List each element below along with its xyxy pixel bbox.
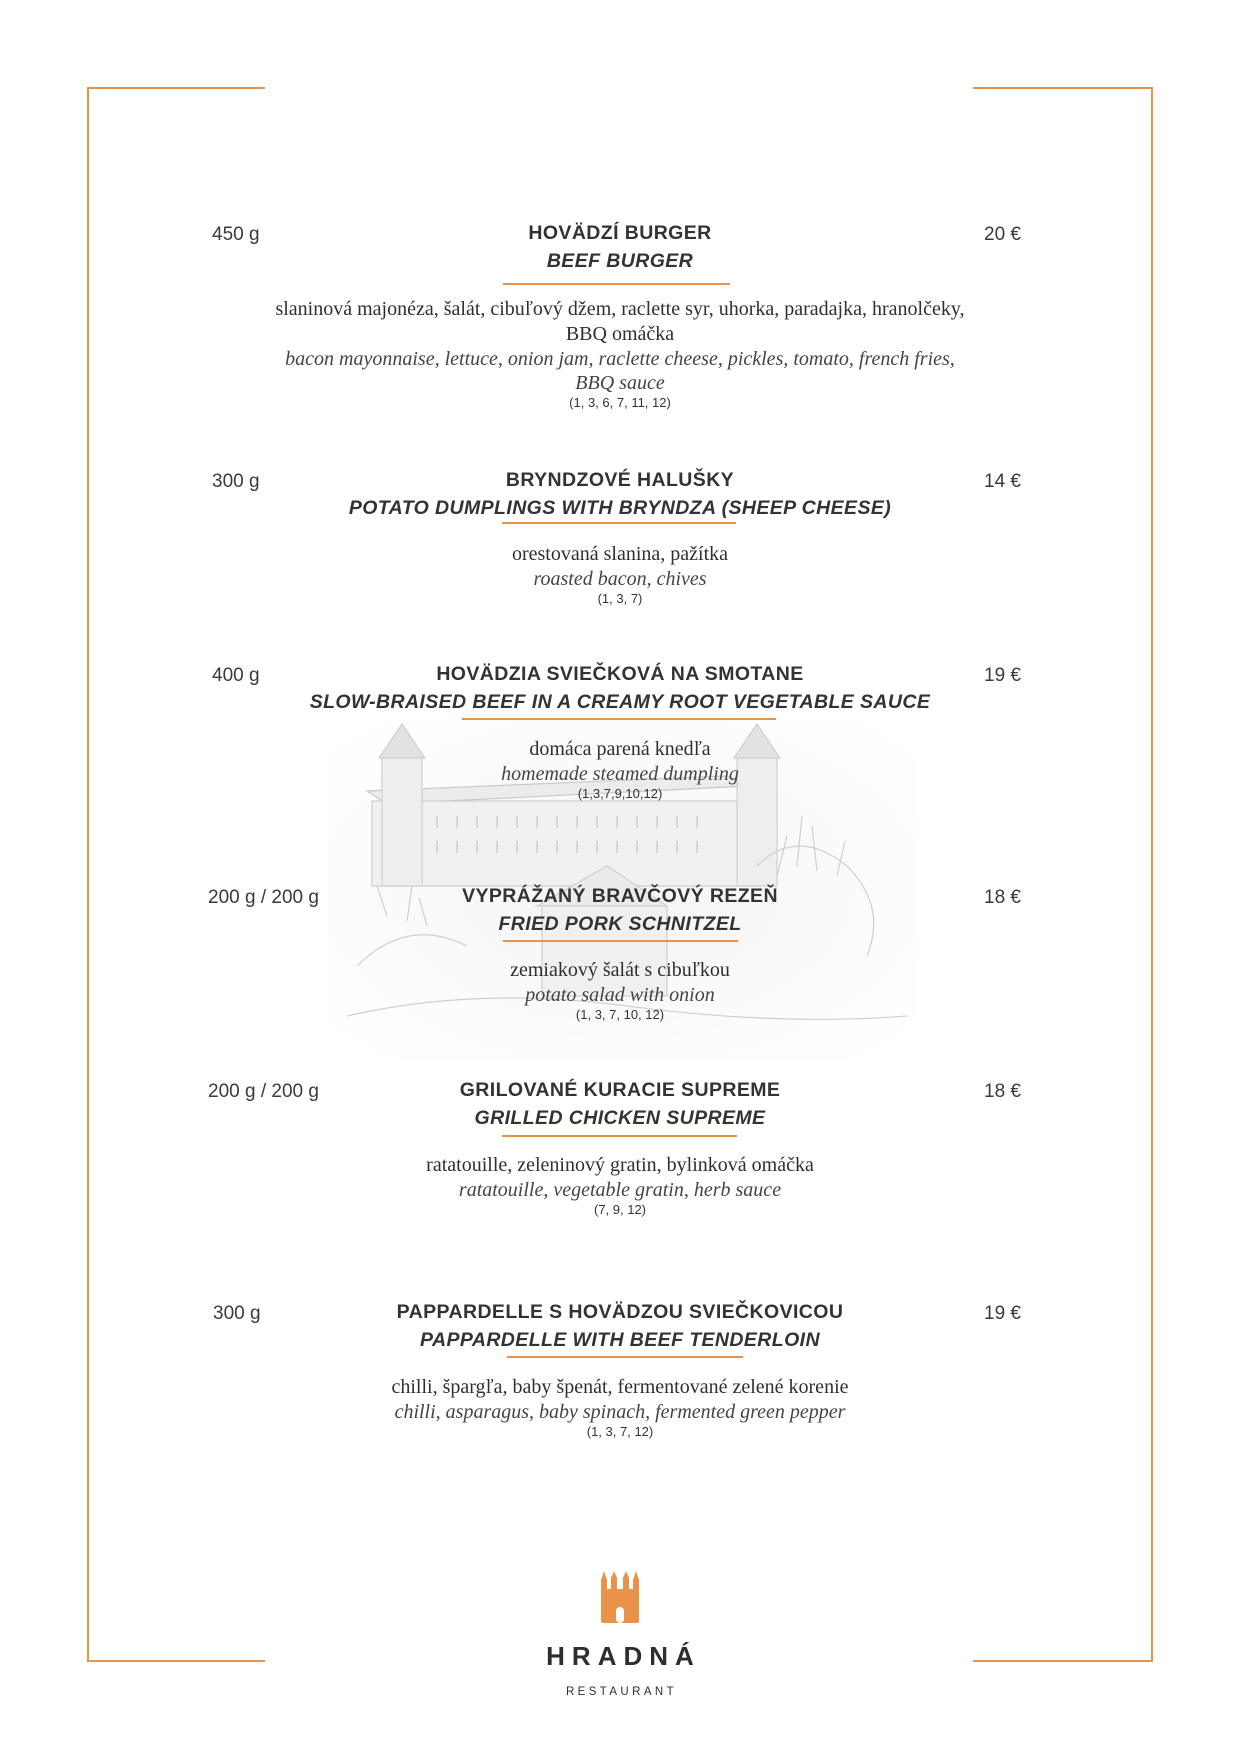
menu-item-weight: 300 g (212, 471, 260, 492)
menu-item-name-sk: VYPRÁŽANÝ BRAVČOVÝ REZEŇ (462, 885, 778, 907)
menu-item-description-sk: chilli, špargľa, baby špenát, fermentované zelené korenie (391, 1376, 849, 1398)
menu-item-description-sk: zemiakový šalát s cibuľkou (510, 959, 730, 981)
menu-item-price: 20 € (984, 224, 1021, 245)
brand-name: HRADNÁ (546, 1641, 701, 1671)
menu-item-divider (462, 718, 776, 720)
menu-item-description-en: potato salad with onion (525, 984, 715, 1006)
menu-item-allergens: (1, 3, 7, 10, 12) (575, 1007, 665, 1022)
menu-item-divider (502, 1135, 737, 1137)
menu-item-name-sk: HOVÄDZIA SVIEČKOVÁ NA SMOTANE (436, 663, 804, 685)
menu-item-allergens: (1, 3, 7) (597, 591, 643, 606)
menu-item-price: 19 € (984, 665, 1021, 686)
menu-item-divider (503, 283, 730, 285)
menu-item-weight: 300 g (213, 1303, 261, 1324)
menu-item-price: 18 € (984, 887, 1021, 908)
menu-item-name-sk: BRYNDZOVÉ HALUŠKY (505, 469, 735, 491)
castle-tower-icon (599, 1571, 641, 1623)
frame-top-right (973, 87, 1153, 89)
menu-item-description-en: roasted bacon, chives (533, 568, 707, 590)
menu-item-name-sk: GRILOVANÉ KURACIE SUPREME (459, 1079, 781, 1101)
menu-item-allergens: (1,3,7,9,10,12) (577, 786, 663, 801)
menu-item-allergens: (1, 3, 7, 12) (586, 1424, 654, 1439)
menu-item-name-en: GRILLED CHICKEN SUPREME (474, 1107, 766, 1129)
menu-item-divider (503, 940, 738, 942)
menu-item-name-en: PAPPARDELLE WITH BEEF TENDERLOIN (420, 1329, 820, 1351)
menu-item-weight: 400 g (212, 665, 260, 686)
menu-item-description-sk: orestovaná slanina, pažítka (511, 543, 729, 565)
menu-item-name-en: FRIED PORK SCHNITZEL (498, 913, 742, 935)
menu-item-divider (502, 522, 736, 524)
brand-subtitle: RESTAURANT (565, 1686, 678, 1698)
menu-item-name-en: BEEF BURGER (546, 250, 694, 272)
menu-item-description-en: homemade steamed dumpling (501, 763, 739, 785)
menu-item-price: 18 € (984, 1081, 1021, 1102)
menu-item-weight: 200 g / 200 g (208, 887, 319, 908)
menu-item-description-sk: slaninová majonéza, šalát, cibuľový džem, raclette syr, uhorka, paradajka, hranolčeky, BBQ omáčka (275, 298, 965, 345)
menu-item-description-en: chilli, asparagus, baby spinach, fermented green pepper (394, 1401, 846, 1423)
menu-item-weight: 450 g (212, 224, 260, 245)
frame-top-left (87, 87, 265, 89)
menu-item-allergens: (1, 3, 6, 7, 11, 12) (569, 395, 671, 410)
menu-item-weight: 200 g / 200 g (208, 1081, 319, 1102)
menu-item-name-sk: PAPPARDELLE S HOVÄDZOU SVIEČKOVICOU (396, 1301, 844, 1323)
menu-item-name-en: SLOW-BRAISED BEEF IN A CREAMY ROOT VEGETABLE SAUCE (309, 691, 931, 713)
menu-item-name-sk: HOVÄDZÍ BURGER (528, 222, 712, 244)
menu-item-name-en: POTATO DUMPLINGS WITH BRYNDZA (SHEEP CHEESE) (348, 497, 892, 519)
brand-logo (0, 1571, 1240, 1698)
menu-item-description-sk: domáca parená knedľa (529, 738, 711, 760)
menu-item-divider (507, 1356, 743, 1358)
menu-item-price: 14 € (984, 471, 1021, 492)
menu-item-description-en: ratatouille, vegetable gratin, herb sauce (458, 1179, 782, 1201)
menu-item-description-sk: ratatouille, zeleninový gratin, bylinková omáčka (426, 1154, 814, 1176)
menu-item-price: 19 € (984, 1303, 1021, 1324)
menu-item-allergens: (7, 9, 12) (593, 1202, 647, 1217)
menu-item-description-en: bacon mayonnaise, lettuce, onion jam, raclette cheese, pickles, tomato, french fries, BBQ sauce (285, 348, 955, 394)
